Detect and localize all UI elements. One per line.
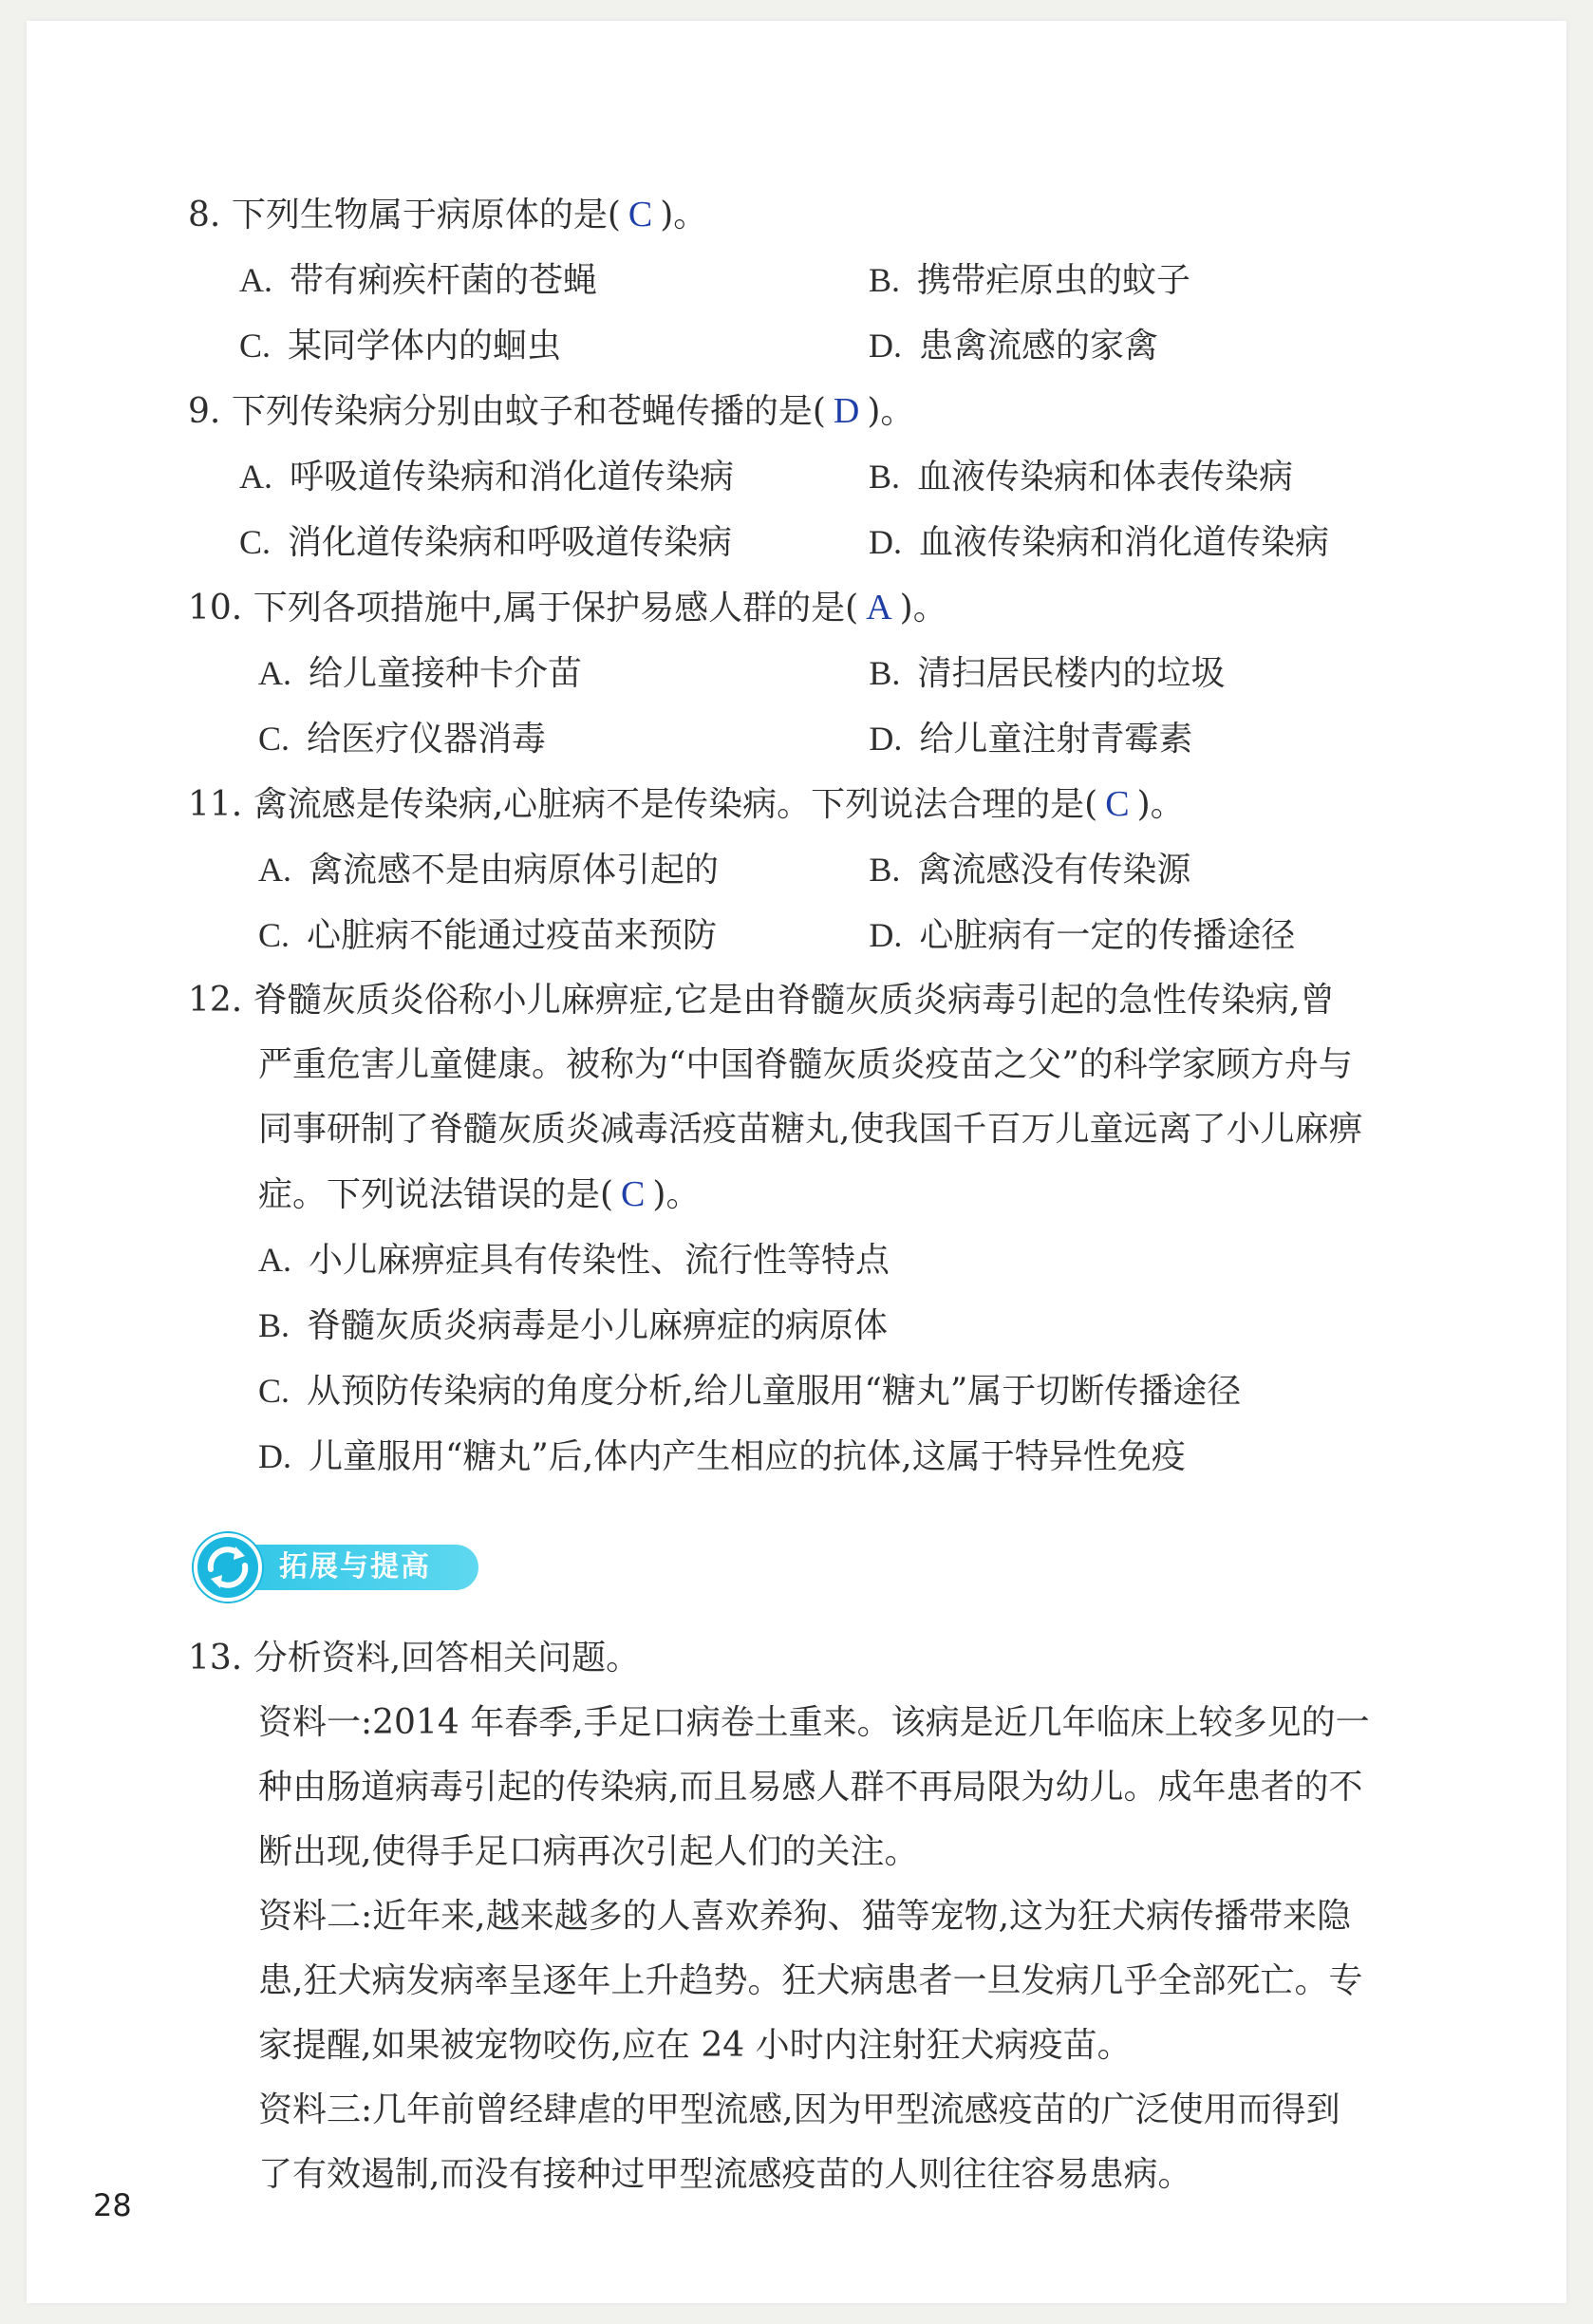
question-number: 11. [188,785,243,824]
option-d: D. 给儿童注射青霉素 [869,720,1193,759]
option-b: B. 脊髓灰质炎病毒是小儿麻痹症的病原体 [258,1306,889,1345]
section-badge-icon [194,1533,262,1602]
answer: A [866,588,892,628]
question-10 [188,575,1498,641]
question-9 [188,379,1498,444]
question-close: )。 [1136,785,1185,824]
material-line: 了有效遏制,而没有接种过甲型流感疫苗的人则往往容易患病。 [258,2155,1192,2194]
question-number: 12. [188,981,243,1020]
question-stem-line-3: 同事研制了脊髓灰质炎减毒活疫苗糖丸,使我国千百万儿童远离了小儿麻痹 [258,1110,1363,1149]
option-c: C. 某同学体内的蛔虫 [239,327,562,365]
options-9 [239,444,1498,575]
question-13 [188,1626,1498,1691]
question-11 [188,772,1498,837]
material-line: 患,狂犬病发病率呈逐年上升趋势。狂犬病患者一旦发病几乎全部死亡。专 [258,1961,1363,2000]
option-d: D. 儿童服用“糖丸”后,体内产生相应的抗体,这属于特异性免疫 [258,1437,1186,1476]
question-12 [188,968,1498,1033]
section-header [188,1524,1498,1609]
section-badge [194,1533,478,1602]
option-d: D. 心脏病有一定的传播途径 [869,916,1296,955]
option-b: B. 血液传染病和体表传染病 [869,458,1294,497]
option-a: A. 禽流感不是由病原体引起的 [258,851,720,890]
material-line: 家提醒,如果被宠物咬伤,应在 24 小时内注射狂犬病疫苗。 [258,2026,1132,2065]
section-title: 拓展与提高 [279,1550,431,1584]
page-number: 28 [93,2187,132,2223]
option-c: C. 心脏病不能通过疫苗来预防 [258,916,718,955]
material-line: 断出现,使得手足口病再次引起人们的关注。 [258,1832,919,1871]
material-line: 资料一:2014 年春季,手足口病卷土重来。该病是近几年临床上较多见的一 [258,1703,1370,1742]
content [188,182,1498,2207]
question-stem: 下列各项措施中,属于保护易感人群的是( [253,589,859,628]
option-c: C. 从预防传染病的角度分析,给儿童服用“糖丸”属于切断传播途径 [258,1372,1242,1411]
option-b: B. 禽流感没有传染源 [869,851,1191,890]
option-a: A. 带有痢疾杆菌的苍蝇 [239,261,598,300]
answer: D [833,391,860,431]
material-line: 种由肠道病毒引起的传染病,而且易感人群不再局限为幼儿。成年患者的不 [258,1768,1363,1807]
question-number: 8. [188,196,221,234]
option-d: D. 患禽流感的家禽 [869,327,1159,365]
question-close: )。 [660,196,708,234]
options-10 [258,641,1498,772]
answer: C [628,195,653,234]
option-d: D. 血液传染病和消化道传染病 [869,523,1330,562]
question-number: 9. [188,392,221,431]
options-8 [239,248,1498,379]
question-8 [188,182,1498,248]
option-a: A. 给儿童接种卡介苗 [258,654,583,693]
question-stem: 下列生物属于病原体的是( [231,196,621,234]
question-stem-line-1: 脊髓灰质炎俗称小儿麻痹症,它是由脊髓灰质炎病毒引起的急性传染病,曾 [253,981,1335,1020]
options-12 [258,1228,1498,1490]
question-number: 10. [188,589,243,628]
question-close: )。 [899,589,947,628]
question-stem-line-4: 症。下列说法错误的是( C )。 [258,1174,701,1214]
material-line: 资料三:几年前曾经肆虐的甲型流感,因为甲型流感疫苗的广泛使用而得到 [258,2090,1340,2129]
answer: C [621,1174,646,1214]
question-stem: 分析资料,回答相关问题。 [253,1639,641,1677]
option-c: C. 消化道传染病和呼吸道传染病 [239,523,733,562]
question-close: )。 [867,392,915,431]
page [27,21,1566,2303]
option-c: C. 给医疗仪器消毒 [258,720,547,759]
question-stem: 下列传染病分别由蚊子和苍蝇传播的是( [231,392,826,431]
material-line: 资料二:近年来,越来越多的人喜欢养狗、猫等宠物,这为狂犬病传播带来隐 [258,1897,1352,1936]
question-number: 13. [188,1639,243,1677]
option-b: B. 携带疟原虫的蚊子 [869,261,1191,300]
option-b: B. 清扫居民楼内的垃圾 [869,654,1226,693]
option-a: A. 呼吸道传染病和消化道传染病 [239,458,735,497]
question-stem: 禽流感是传染病,心脏病不是传染病。下列说法合理的是( [253,785,1098,824]
options-11 [258,837,1498,968]
question-stem-line-2: 严重危害儿童健康。被称为“中国脊髓灰质炎疫苗之父”的科学家顾方舟与 [258,1045,1353,1084]
option-a: A. 小儿麻痹症具有传染性、流行性等特点 [258,1241,890,1280]
answer: C [1105,784,1130,824]
